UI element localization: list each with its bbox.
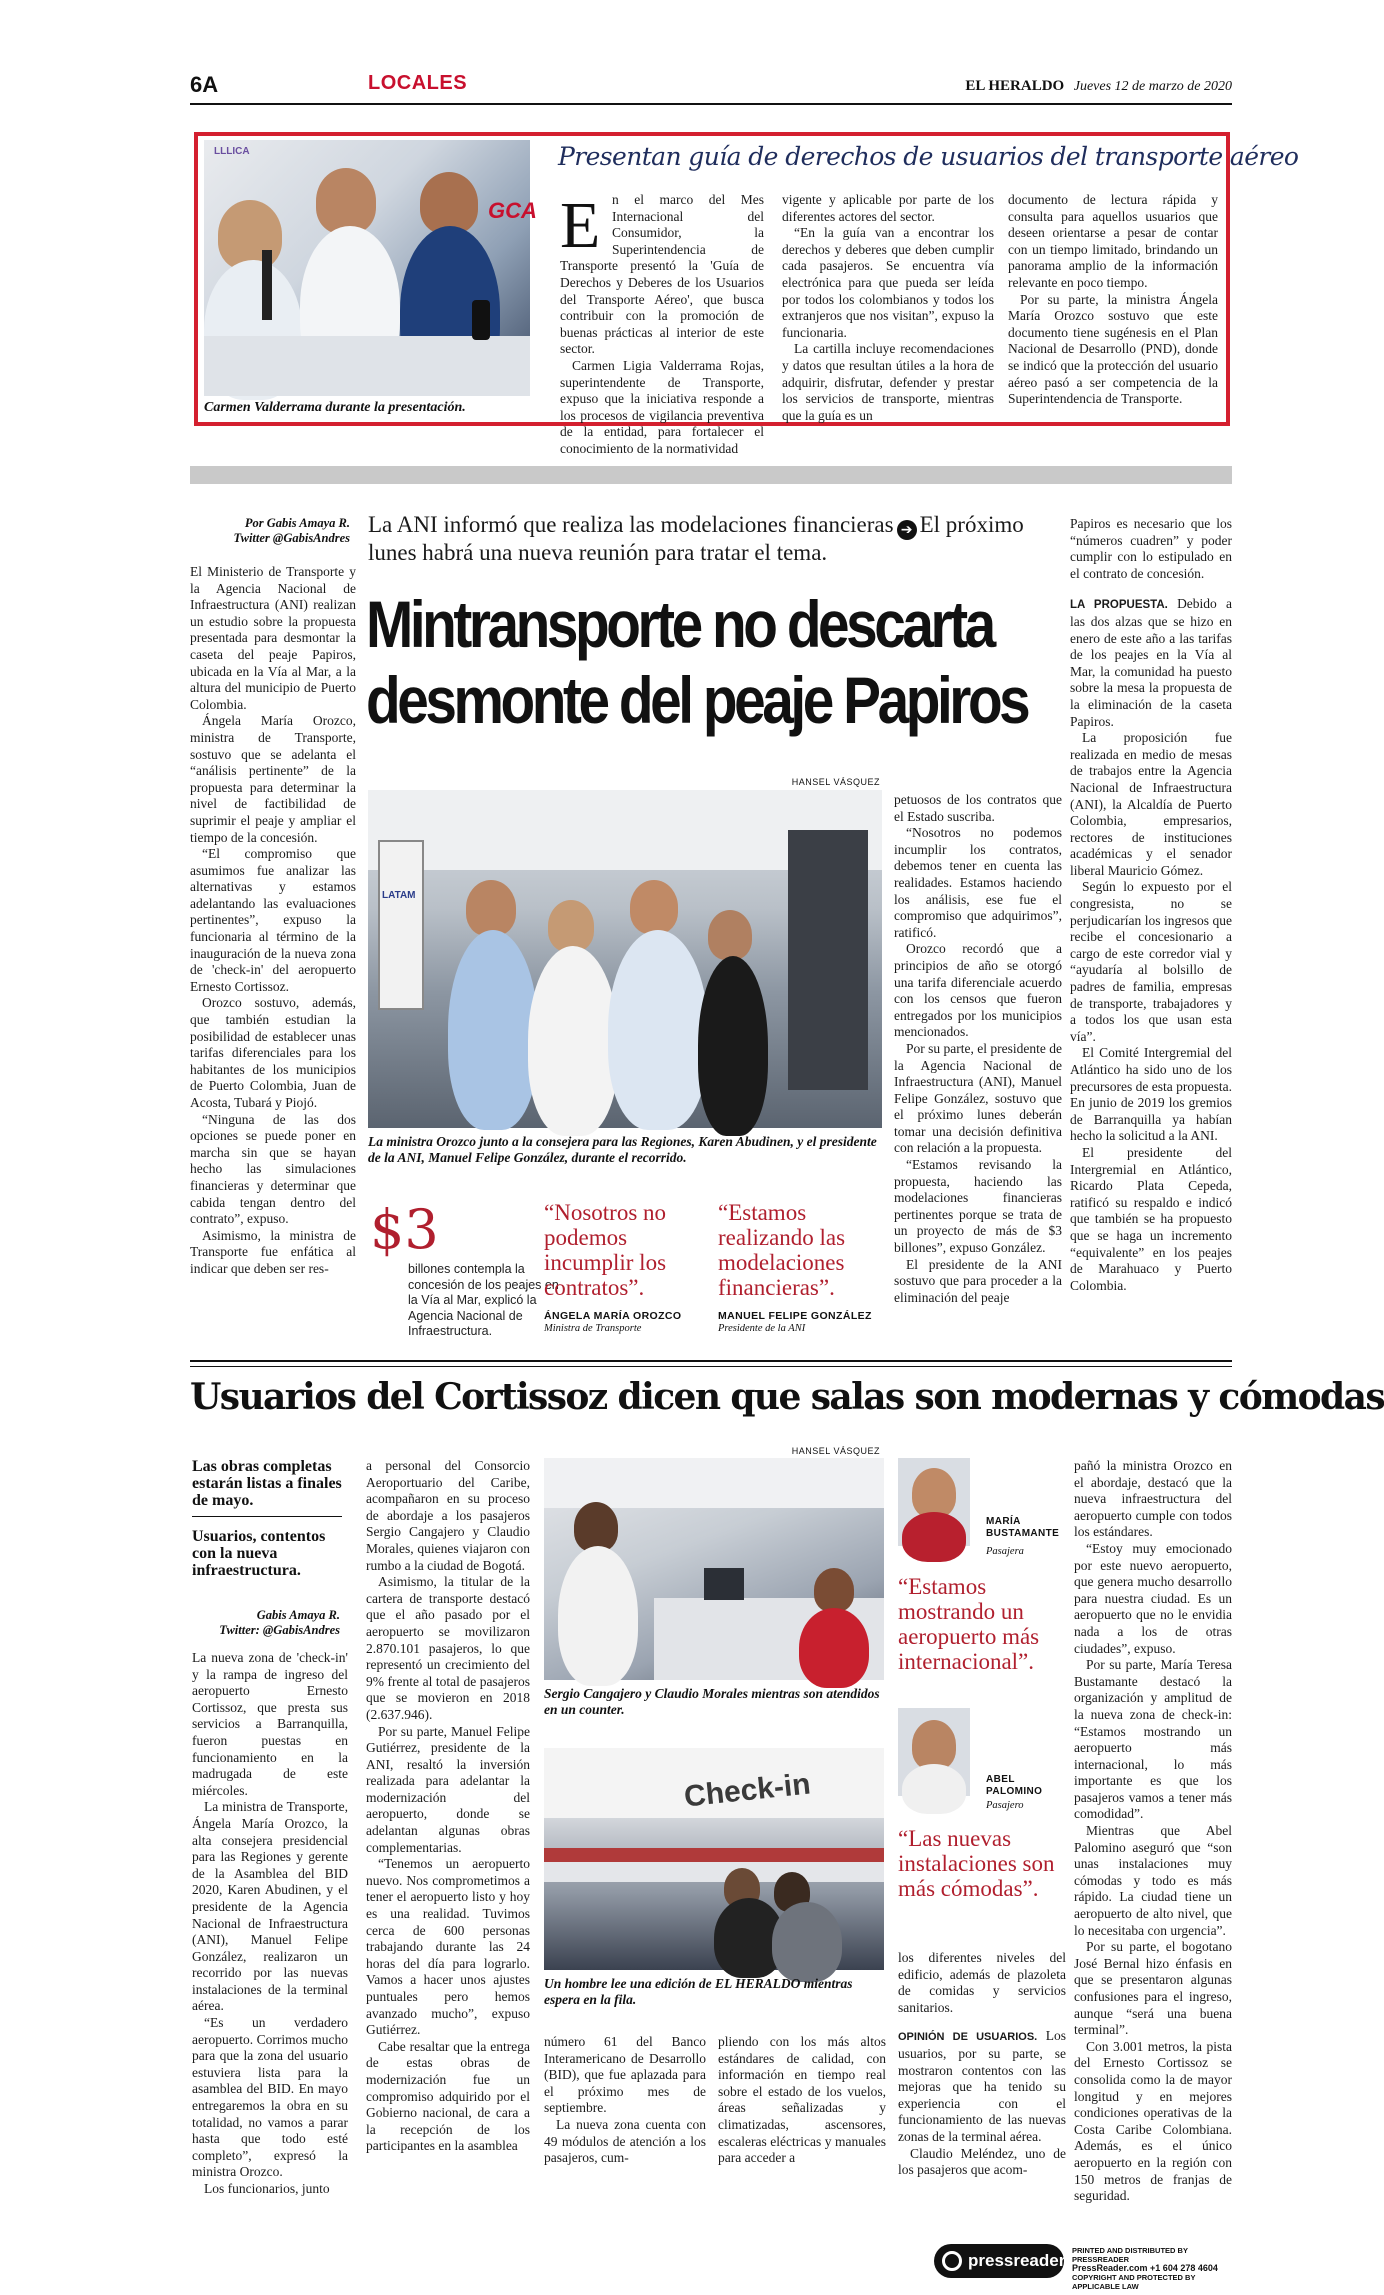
- paragraph: Mientras que Abel Palomino aseguró que “son unas instalaciones muy cómodas y todo es más rápido. La ciudad tiene un aeropuerto de alto nivel, que lo necesitaba con urgencia”.: [1074, 1823, 1232, 1938]
- second-column-3b: [718, 2034, 886, 2224]
- check-in-photo: [544, 1748, 884, 1970]
- check-in-sign: Check-in: [682, 1767, 813, 1814]
- paragraph: Claudio Meléndez, uno de los pasajeros que acom-: [898, 2145, 1066, 2178]
- paragraph: Los funcionarios, junto: [204, 2181, 330, 2196]
- notice-line: COPYRIGHT AND PROTECTED BY APPLICABLE LAW: [1072, 2273, 1196, 2291]
- issue-date: Jueves 12 de marzo de 2020: [1073, 79, 1232, 94]
- box-column-3: [1008, 192, 1218, 416]
- pull-quote-2-name: MANUEL FELIPE GONZÁLEZ: [718, 1310, 872, 1322]
- paragraph: El Comité Intergremial del Atlántico ha sido uno de los precursores de esta propuesta. En junio de 2019 los gremios de Barranquilla ya habían hecho la solicitud a la ANI.: [1070, 1045, 1232, 1144]
- abel-palomino-photo: [898, 1708, 970, 1796]
- paragraph: petuosos de los contratos que el Estado suscriba.: [894, 792, 1062, 824]
- paragraph: El presidente de la ANI sostuvo que para proceder a la eliminación del peaje: [894, 1256, 1062, 1305]
- photo-badge: GCA: [488, 198, 537, 223]
- main-column-1: [190, 564, 356, 1334]
- pull-quote-1-name: ÁNGELA MARÍA OROZCO: [544, 1310, 682, 1322]
- paragraph: “Ninguna de las dos opciones se puede poner en marcha sin que se hayan hecho las simulaciones financieras y determinar que cabida tengan dentro del contrato”, expuso.: [190, 1111, 356, 1227]
- story-divider: [190, 1360, 1232, 1362]
- stat-description: billones contempla la concesión de los peajes en la Vía al Mar, explicó la Agencia Nacional de Infraestructura.: [408, 1262, 559, 1338]
- notice-line: PressReader.com +1 604 278 4604: [1072, 2263, 1218, 2273]
- box-column-1: [560, 189, 764, 456]
- boxed-article-photo: [204, 140, 537, 394]
- drop-cap: E: [560, 189, 601, 262]
- paragraph: pliendo con los más altos estándares de calidad, con información en tiempo real sobre el estado de los vuelos, áreas señalizadas y climatizadas, ascensores, escaleras eléctricas y manuales para acceder a: [718, 2034, 886, 2166]
- paragraph: a personal del Consorcio Aeroportuario del Caribe, acompañaron en su proceso de abordaje a los pasajeros Sergio Cangajero y Claudio Morales, quienes viajaron con rumbo a la ciudad de Bogotá.: [366, 1458, 530, 1573]
- paragraph: los diferentes niveles del edificio, además de plazoleta de comidas y servicios sanitarios.: [898, 1950, 1066, 2015]
- kicker-text-2: El próximo lunes habrá una nueva reunión para tratar el tema.: [368, 512, 1024, 565]
- photo-credit: HANSEL VÁSQUEZ: [791, 777, 880, 787]
- byline-2: [192, 1608, 340, 1638]
- section-name: LOCALES: [368, 72, 468, 94]
- author-name: Por Gabis Amaya R.: [244, 516, 350, 530]
- box-paragraph: La cartilla incluye recomendaciones y datos que resultan útiles a la hora de adquirir, disfrutar, defender y prestar los servicios de transporte, mientras que la guía es un: [782, 341, 994, 423]
- mug1-role: Pasajera: [986, 1546, 1024, 1557]
- second-column-3a: [544, 2034, 706, 2224]
- subhead-paragraph: [1070, 596, 1232, 730]
- paragraph: Orozco recordó que a principios de año se otorgó una tarifa diferenciale acuerdo con los censos que fueron entregados por los municipios mencionados.: [894, 941, 1062, 1040]
- paragraph: “Nosotros no podemos incumplir los contratos, debemos tener en cuenta las realidades. Estamos haciendo los análisis, ese fue el compromiso que adquirimos”, ratificó.: [894, 825, 1062, 940]
- main-column-4: [1070, 516, 1232, 1334]
- deck-1: Las obras completas estarán listas a finales de mayo.: [192, 1458, 342, 1509]
- main-story-photo: [368, 790, 882, 1128]
- photo-sign: LATAM: [382, 890, 416, 901]
- paragraph: La nueva zona de 'check-in' y la rampa de ingreso del aeropuerto Ernesto Cortissoz, que presta sus servicios a Barranquilla, fueron puestas en funcionamiento en la madrugada de este miércoles.: [192, 1650, 348, 1798]
- second-column-1: [192, 1650, 348, 2220]
- paragraph: “El compromiso que asumimos fue analizar las alternativas y estamos adelantando las evaluaciones pertinentes”, expuso la funcionaria al término de la inauguración de la nueva zona de 'check-in' del aeropuerto Ernesto Cortissoz.: [190, 846, 356, 994]
- maria-bustamante-photo: [898, 1458, 970, 1546]
- boxed-article-caption: Carmen Valderrama durante la presentación.: [204, 400, 466, 415]
- deck-2: Usuarios, contentos con la nueva infraestructura.: [192, 1528, 326, 1579]
- pressreader-notice: [1072, 2246, 1232, 2291]
- headline-line-2: desmonte del peaje Papiros: [366, 663, 1028, 737]
- newspaper-name: EL HERALDO: [965, 78, 1065, 94]
- box-paragraph: “En la guía van a encontrar los derechos y deberes que deben cumplir cada pasajeros. Se encuentra vía electrónica para que pueda ser leída por todos los colombianos y todos los extranjeros que nos visitan”, expuso la funcionaria.: [782, 225, 994, 340]
- subhead: LA PROPUESTA.: [1070, 599, 1168, 612]
- counter-photo: [544, 1458, 884, 1680]
- paragraph: Papiros es necesario que los “números cuadren” y poder cumplir con lo estipulado en el contrato de concesión.: [1070, 516, 1232, 581]
- paragraph: Orozco sostuvo, además, que también estudian la posibilidad de establecer unas tarifas diferenciales para los habitantes de los municipios de Puerto Colombia, Juan de Acosta, Tubará y Piojó.: [190, 995, 356, 1110]
- mug1-quote: “Estamos mostrando un aeropuerto más internacional”.: [898, 1574, 1040, 1674]
- headline-line-1: Mintransporte no descarta: [366, 587, 993, 661]
- main-headline: [366, 586, 1028, 738]
- stat-value: $3: [370, 1198, 439, 1261]
- paragraph: La nueva zona cuenta con 49 módulos de atención a los pasajeros, cum-: [544, 2116, 706, 2166]
- paragraph: Por su parte, Manuel Felipe Gutiérrez, presidente de la ANI, resaltó la inversión realizada para adelantar la modernización del aeropuerto, donde se adelantan algunas obras complementarias.: [366, 1723, 530, 1855]
- paragraph: Debido a las dos alzas que se hizo en enero de este año a las tarifas de los peajes en la Vía al Mar, la comunidad ha puesto sobre la mesa la propuesta de la eliminación de la caseta Papiros.: [1070, 596, 1233, 729]
- paragraph: Asimismo, la ministra de Transporte fue enfática al indicar que deben ser res-: [190, 1227, 356, 1276]
- arrow-icon: ➔: [897, 520, 917, 540]
- counter-photo-caption: Sergio Cangajero y Claudio Morales mientras son atendidos en un counter.: [544, 1686, 880, 1717]
- box-paragraph: n el marco del Mes Internacional del Consumidor, la Superintendencia de Transporte presentó la 'Guía de Derechos y Deberes de los Usuarios del Transporte Aéreo', que busca contribuir con la promoción de buenas prácticas al interior de este sector.: [560, 192, 764, 357]
- box-paragraph: Carmen Ligia Valderrama Rojas, superintendente de Transporte, expuso que la iniciativa responde a los procesos de vigilancia preventiva de la entidad, para fortalecer el conocimiento de la normatividad: [560, 357, 764, 456]
- story-divider-thin: [190, 1366, 1232, 1367]
- pull-quote-2-role: Presidente de la ANI: [718, 1323, 806, 1334]
- subhead: OPINIÓN DE USUARIOS.: [898, 2031, 1038, 2044]
- paragraph: número 61 del Banco Interamericano de Desarrollo (BID), que fue aplazada para el próximo mes de septiembre.: [544, 2034, 706, 2116]
- paragraph: Según lo expuesto por el congresista, no se perjudicarían los ingresos que recibe el concesionario a cargo de este corredor vial y “ayudaría al bolsillo de padres de familia, empresas de transporte, trabajadores y a todos los que usan esta vía”.: [1070, 879, 1232, 1044]
- author-name: Gabis Amaya R.: [256, 1608, 340, 1622]
- photo-sign: LLLICA: [214, 146, 250, 157]
- page-number: 6A: [190, 72, 219, 97]
- mug2-role: Pasajero: [986, 1800, 1024, 1811]
- author-twitter: Twitter: @GabisAndres: [219, 1623, 340, 1637]
- paragraph: La proposición fue realizada en medio de mesas de trabajos entre la Agencia Nacional de Infraestructura (ANI), la Alcaldía de Puerto Colombia, empresarios, rectores de instituciones académicas y el senador liberal Mauricio Gómez.: [1070, 730, 1232, 878]
- mug1-name: MARÍA BUSTAMANTE: [986, 1516, 1060, 1539]
- mug2-quote: “Las nuevas instalaciones son más cómodas”.: [898, 1826, 1055, 1901]
- story-kicker: [368, 512, 1048, 566]
- masthead: [965, 76, 1232, 95]
- kicker-text: La ANI informó que realiza las modelaciones financieras: [368, 512, 894, 537]
- paragraph: “Tenemos un aeropuerto nuevo. Nos comprometimos a tener el aeropuerto listo y hoy es una realidad. Tuvimos cerca de 600 personas trabajando durante las 24 horas del día para lograrlo. Vamos a hacer unos ajustes puntuales pero hemos avanzado mucho”, expuso Gutiérrez.: [366, 1856, 530, 2038]
- box-paragraph: documento de lectura rápida y consulta para aquellos usuarios que deseen orientarse a pesar de contar con un tiempo limitado, brindando un panorama amplio de la información relevante en poco tiempo.: [1008, 192, 1218, 290]
- paragraph: Cabe resaltar que la entrega de estas obras de modernización fue un compromiso adquirido por el Gobierno nacional, de cara a la recepción de los participantes en la asamblea: [366, 2038, 530, 2154]
- main-photo-caption: La ministra Orozco junto a la consejera para las Regiones, Karen Abudinen, y el presidente de la ANI, Manuel Felipe González, durante el recorrido.: [368, 1134, 877, 1165]
- mug2-name: ABEL PALOMINO: [986, 1774, 1043, 1797]
- pressreader-icon: [942, 2251, 962, 2271]
- second-column-4: [898, 1950, 1066, 2224]
- boxed-article-title: Presentan guía de derechos de usuarios del transporte aéreo: [558, 142, 1299, 171]
- paragraph: Asimismo, la titular de la cartera de transporte destacó que el año pasado por el aeropuerto se movilizaron 2.870.101 pasajeros, lo que representó un crecimiento del 9% frente al total de pasajeros que se movieron en 2018 (2.637.946).: [366, 1574, 530, 1722]
- main-column-3: [894, 792, 1062, 1334]
- second-column-2: [366, 1458, 530, 2220]
- paragraph: “Estamos revisando la propuesta, haciendo las modelaciones financieras pertinentes porque se trata de un proyecto de más de $3 billones”, expuso González.: [894, 1157, 1062, 1256]
- paragraph: Por su parte, María Teresa Bustamante destacó la organización y amplitud de la nueva zona de check-in: “Estamos mostrando un aeropuerto más internacional, lo más importante es que los pasajeros vamos a tener más comodidad”.: [1074, 1657, 1232, 1822]
- deck-rule: [192, 1516, 342, 1517]
- pressreader-logo: pressreader: [934, 2244, 1064, 2278]
- second-headline: Usuarios del Cortissoz dicen que salas son modernas y cómodas: [190, 1376, 1384, 1418]
- paragraph: Por su parte, el bogotano José Bernal hizo énfasis en que se presentaron algunas confusiones para el ingreso, aunque “será una buena terminal”.: [1074, 1939, 1232, 2038]
- header-rule: [190, 103, 1232, 105]
- paragraph: Con 3.001 metros, la pista del Ernesto Cortissoz se consolida como la de mayor longitud y en mejores condiciones operativas de la Costa Caribe Colombiana. Además, es el único aeropuerto en la región con 150 metros de franjas de seguridad.: [1074, 2038, 1232, 2204]
- box-paragraph: Por su parte, la ministra Ángela María Orozco sostuvo que este documento tiene sugénesis en el Plan Nacional de Desarrollo (PND), donde se indicó que la protección del usuario aéreo pasó a ser competencia de la Superintendencia de Transporte.: [1008, 291, 1218, 407]
- paragraph: Los usuarios, por su parte, se mostraron contentos con las mejoras que ha tenido su experiencia con el funcionamiento de las nuevas zonas de la terminal aérea.: [898, 2028, 1066, 2144]
- paragraph: “Estoy muy emocionado por este nuevo aeropuerto, que genera mucho desarrollo para nuestra ciudad. Es un aeropuerto que no le envidia nada a los de otras ciudades”, expuso.: [1074, 1540, 1232, 1656]
- pull-quote-1: “Nosotros no podemos incumplir los contratos”.: [544, 1200, 667, 1300]
- photo-credit: HANSEL VÁSQUEZ: [791, 1446, 880, 1456]
- paragraph: pañó la ministra Orozco en el abordaje, destacó que la nueva infraestructura del aeropuerto cumple con todos los estándares.: [1074, 1458, 1232, 1540]
- paragraph: El Ministerio de Transporte y la Agencia Nacional de Infraestructura (ANI) realizan un estudio sobre la propuesta presentada para desmontar la caseta del peaje Papiros, ubicada en la Vía al Mar, a la altura del municipio de Puerto Colombia.: [190, 564, 356, 712]
- pull-quote-2: “Estamos realizando las modelaciones financieras”.: [718, 1200, 846, 1300]
- subhead-paragraph: [898, 2028, 1066, 2145]
- author-twitter: Twitter @GabisAndres: [233, 531, 350, 545]
- paragraph: La ministra de Transporte, Ángela María Orozco, la alta consejera presidencial para las Regiones y gerente de la Asamblea del BID 2020, Karen Abudinen, y el presidente de la Agencia Nacional de Infraestructura (ANI), Manuel Felipe González, realizaron un recorrido por las nuevas instalaciones de la terminal aérea.: [192, 1799, 348, 2014]
- check-in-photo-caption: Un hombre lee una edición de EL HERALDO mientras espera en la fila.: [544, 1976, 853, 2007]
- box-paragraph: vigente y aplicable por parte de los diferentes actores del sector.: [782, 192, 994, 224]
- paragraph: Ángela María Orozco, ministra de Transporte, sostuvo que se adelanta el “análisis pertinente” de la propuesta para determinar la nivel de factibilidad de suprimir el peaje y ampliar el tiempo de la concesión.: [190, 713, 356, 845]
- box-column-2: [782, 192, 994, 423]
- byline: [190, 516, 350, 546]
- paragraph: El presidente del Intergremial en Atlántico, Ricardo Plata Cepeda, ratificó su respaldo e indicó que también se ha propuesto que se haga un incremento “equivalente” en los peajes de Marahuaco y Puerto Colombia.: [1070, 1144, 1232, 1293]
- notice-line: PRINTED AND DISTRIBUTED BY PRESSREADER: [1072, 2246, 1188, 2264]
- section-divider-bar: [190, 466, 1232, 484]
- paragraph: Por su parte, el presidente de la Agencia Nacional de Infraestructura (ANI), Manuel Felipe González, sostuvo que el próximo lunes deberán tomar una decisión definitiva con relación a la propuesta.: [894, 1040, 1062, 1156]
- pull-quote-1-role: Ministra de Transporte: [544, 1323, 642, 1334]
- paragraph: “Es un verdadero aeropuerto. Corrimos mucho para que la zona del usuario estuviera lista para la asamblea del BID. En mayo entregaremos la obra en su totalidad, no vamos a parar hasta que todo esté completo”, expresó la ministra Orozco.: [192, 2015, 348, 2180]
- second-column-5: [1074, 1458, 1232, 2224]
